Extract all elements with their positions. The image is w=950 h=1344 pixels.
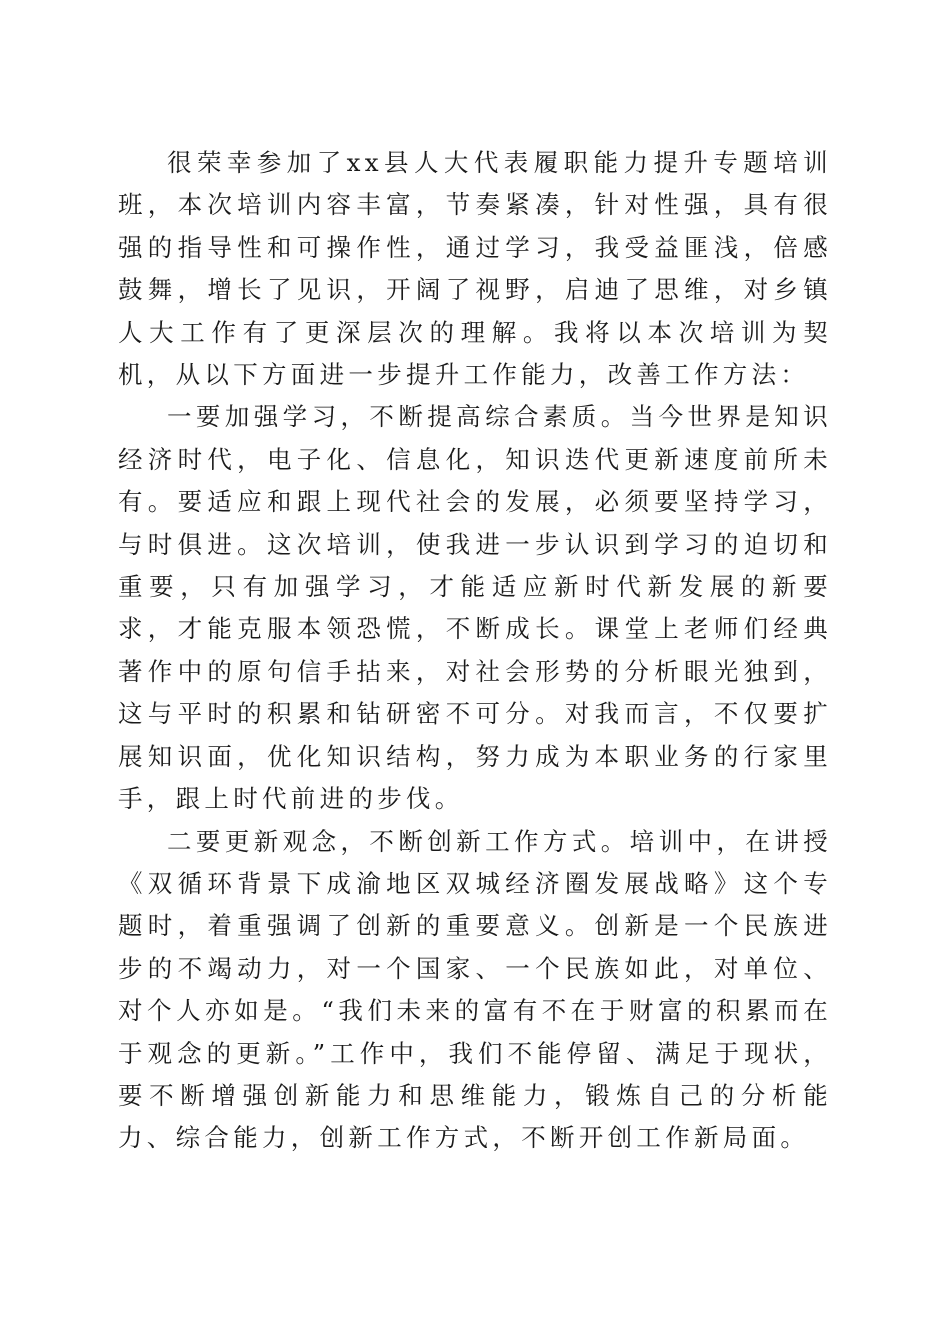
paragraph-innovation: 二要更新观念，不断创新工作方式。培训中，在讲授《双循环背景下成渝地区双城经济圈发展战略》这个专题时，着重强调了创新的重要意义。创新是一个民族进步的不竭动力，对一个国家、一个民族如此，对单位、对个人亦如是。“我们未来的富有不在于财富的积累而在于观念的更新。”工作中，我们不能停留、满足于现状，要不断增强创新能力和思维能力，锻炼自己的分析能力、综合能力，创新工作方式，不断开创工作新局面。 xyxy=(118,826,832,1153)
paragraph-study: 一要加强学习，不断提高综合素质。当今世界是知识经济时代，电子化、信息化，知识迭代更新速度前所未有。要适应和跟上现代社会的发展，必须要坚持学习，与时俱进。这次培训，使我进一步认识到学习的迫切和重要，只有加强学习，才能适应新时代新发展的新要求，才能克服本领恐慌，不断成长。课堂上老师们经典著作中的原句信手拈来，对社会形势的分析眼光独到，这与平时的积累和钻研密不可分。对我而言，不仅要扩展知识面，优化知识结构，努力成为本职业务的行家里手，跟上时代前进的步伐。 xyxy=(118,402,832,814)
paragraph-intro: 很荣幸参加了xx县人大代表履职能力提升专题培训班，本次培训内容丰富，节奏紧凑，针对性强，具有很强的指导性和可操作性，通过学习，我受益匪浅，倍感鼓舞，增长了见识，开阔了视野，启迪了思维，对乡镇人大工作有了更深层次的理解。我将以本次培训为契机，从以下方面进一步提升工作能力，改善工作方法： xyxy=(118,148,832,390)
document-body xyxy=(118,142,832,1160)
